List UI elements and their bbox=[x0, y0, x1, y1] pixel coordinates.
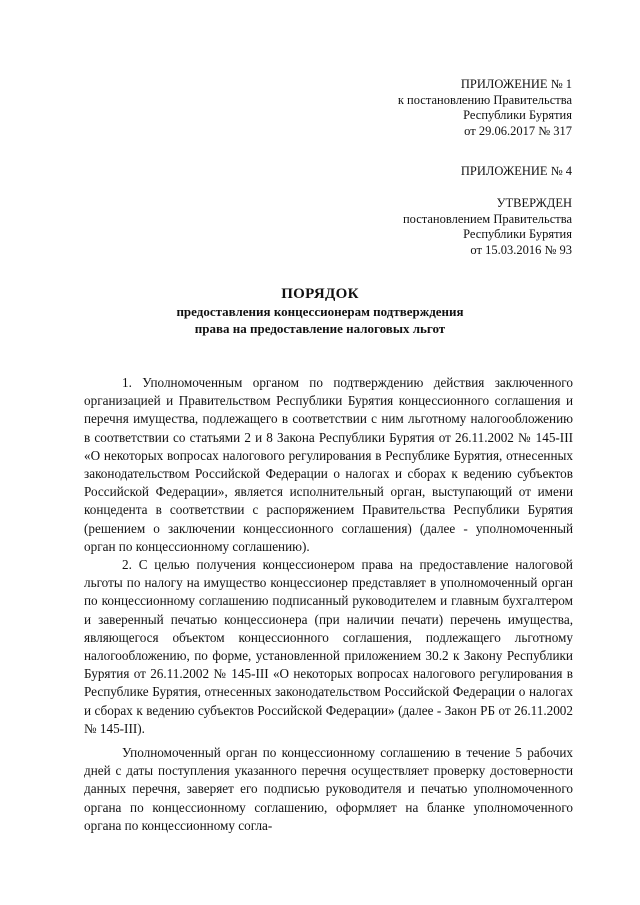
approved-stamp-block bbox=[403, 196, 572, 258]
appendix-4-title: ПРИЛОЖЕНИЕ № 4 bbox=[460, 164, 572, 178]
appendix-1-line-3: Республики Бурятия bbox=[463, 108, 572, 122]
document-title: ПОРЯДОК bbox=[281, 286, 359, 302]
appendix-1-title: ПРИЛОЖЕНИЕ № 1 bbox=[460, 77, 572, 91]
approved-line-3: Республики Бурятия bbox=[463, 227, 572, 241]
paragraph-3: Уполномоченный орган по концессионному соглашению в течение 5 рабочих дней с даты поступления указанного перечня осуществляет проверку достоверности данных перечня, заверяет его подписью руководителя и печатью уполномоченного органа по концессионному соглашению, оформляет на бланке уполномоченного органа по концессионному согла- bbox=[84, 745, 573, 833]
paragraph-2: 2. С целью получения концессионером права на предоставление налоговой льготы по налогу на имущество концессионер представляет в уполномоченный орган по концессионному соглашению подписанный руководителем и главным бухгалтером и заверенный печатью концессионера (при наличии печати) перечень имущества, являющегося объектом концессионного соглашения, подлежащего льготному налогообложению, по форме, установленной приложением 30.2 к Закону Республики Бурятия от 26.11.2002 № 145-III «О некоторых вопросах налогового регулирования в Республике Бурятия, отнесенных законодательством Российской Федерации о налогах и сборах к ведению субъектов Российской Федерации» (далее - Закон РБ от 26.11.2002 № 145-III). bbox=[84, 557, 573, 736]
paragraph-1: 1. Уполномоченным органом по подтверждению действия заключенного организацией и Правительством Республики Бурятия концессионного соглашения и перечня имущества, подлежащего в соответствии с ним льготному налогообложению в соответствии со статьями 2 и 8 Закона Республики Бурятия от 26.11.2002 № 145-III «О некоторых вопросах налогового регулирования в Республике Бурятия, отнесенных законодательством Российской Федерации о налогах и сборах к ведению субъектов Российской Федерации», является исполнительный орган, выступающий от имени концедента в соответствии с распоряжением Правительства Республики Бурятия (решением о заключении концессионного соглашения) (далее - уполномоченный орган по концессионному соглашению). bbox=[84, 375, 573, 554]
appendix-1-line-2: к постановлению Правительства bbox=[397, 92, 572, 107]
approved-date: от 15.03.2016 № 93 bbox=[470, 242, 572, 257]
appendix-1-header bbox=[398, 77, 572, 139]
appendix-4-header bbox=[461, 164, 572, 180]
document-subtitle-line-1: предоставления концессионерам подтверждения bbox=[176, 304, 464, 319]
appendix-1-date: от 29.06.2017 № 317 bbox=[464, 123, 572, 138]
approved-line-2: постановлением Правительства bbox=[402, 211, 572, 226]
document-title-block bbox=[0, 285, 640, 337]
approved-title: УТВЕРЖДЕН bbox=[496, 196, 572, 210]
document-subtitle-line-2: права на предоставление налоговых льгот bbox=[194, 321, 446, 336]
document-body bbox=[84, 374, 573, 835]
